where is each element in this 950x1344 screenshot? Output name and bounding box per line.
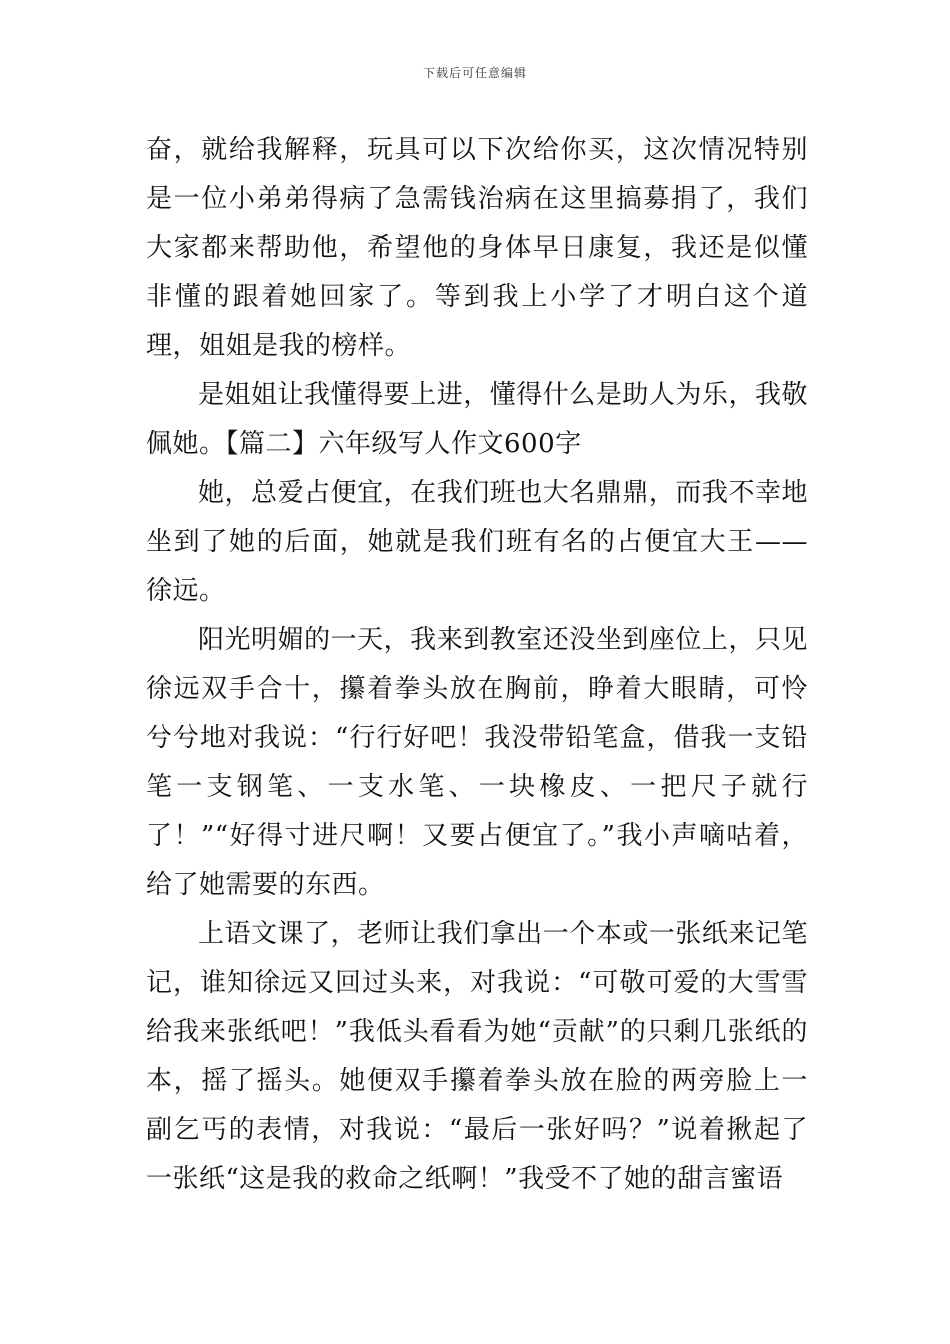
document-body: [146, 126, 808, 1204]
page-header: 下载后可任意编辑: [422, 66, 527, 80]
paragraph-2: 是姐姐让我懂得要上进，懂得什么是助人为乐，我敬佩她。【篇二】六年级写人作文600字: [146, 380, 808, 459]
paragraph-4: 阳光明媚的一天，我来到教室还没坐到座位上，只见徐远双手合十，攥着拳头放在胸前，睁着大眼睛，可怜兮兮地对我说：“行行好吧！我没带铅笔盒，借我一支铅笔一支钢笔、一支水笔、一块橡皮、一把尺子就行了！”“好得寸进尺啊！又要占便宜了。”我小声嘀咕着，给了她需要的东西。: [146, 625, 808, 900]
paragraph-1: 奋，就给我解释，玩具可以下次给你买，这次情况特别是一位小弟弟得病了急需钱治病在这里搞募捐了，我们大家都来帮助他，希望他的身体早日康复，我还是似懂非懂的跟着她回家了。等到我上小学了才明白这个道理，姐姐是我的榜样。: [146, 135, 808, 361]
paragraph-5: 上语文课了，老师让我们拿出一个本或一张纸来记笔记，谁知徐远又回过头来，对我说：“可敬可爱的大雪雪给我来张纸吧！”我低头看看为她“贡献”的只剩几张纸的本，摇了摇头。她便双手攥着拳头放在脸的两旁脸上一副乞丐的表情，对我说：“最后一张好吗？”说着揪起了一张纸“这是我的救命之纸啊！”我受不了她的甜言蜜语: [146, 919, 808, 1194]
paragraph-3: 她，总爱占便宜，在我们班也大名鼎鼎，而我不幸地坐到了她的后面，她就是我们班有名的占便宜大王——徐远。: [146, 478, 808, 606]
